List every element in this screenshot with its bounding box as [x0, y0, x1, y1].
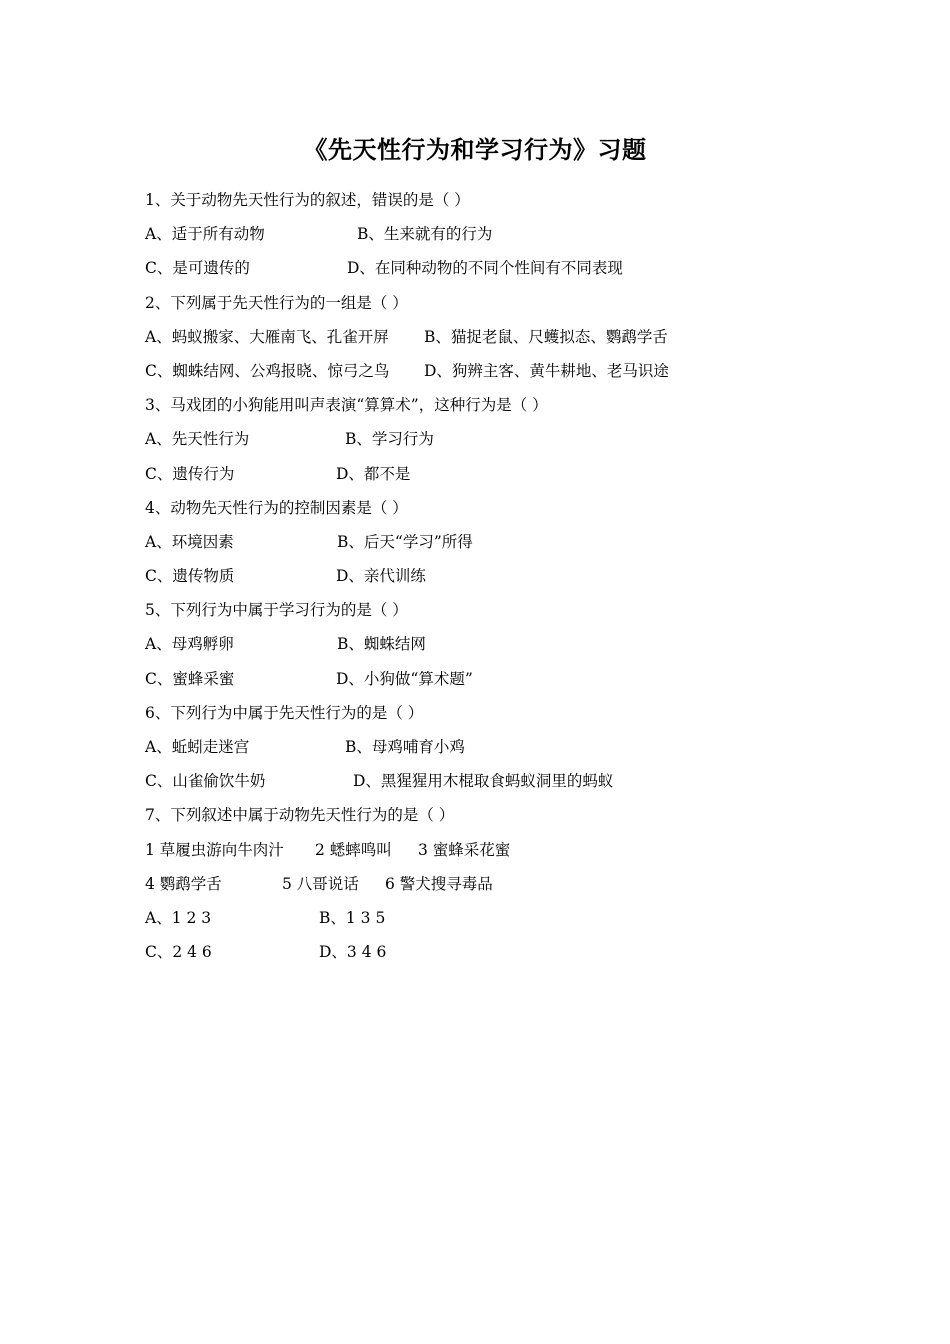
option-a: A、蚂蚁搬家、大雁南飞、孔雀开屏 — [145, 327, 389, 346]
question-6-options-row-2 — [145, 764, 845, 798]
page-title: 《先天性行为和学习行为》习题 — [303, 135, 647, 164]
question-stem: 7、下列叙述中属于动物先天性行为的是（ ） — [145, 806, 455, 825]
question-stem: 1、关于动物先天性行为的叙述，错误的是（ ） — [145, 191, 470, 209]
option-a: A、先天性行为 — [145, 430, 250, 449]
question-7-options-row-2 — [145, 935, 845, 969]
question-stem: 5、下列行为中属于学习行为的是（ ） — [145, 601, 408, 620]
question-1-options-row-1 — [145, 217, 845, 251]
option-a: A、蚯蚓走迷宫 — [145, 738, 250, 756]
question-5-options-row-2 — [145, 662, 845, 696]
option-d: D、小狗做“算术题” — [336, 669, 473, 688]
option-b: B、1 3 5 — [319, 908, 386, 927]
option-d: D、在同种动物的不同个性间有不同表现 — [347, 259, 623, 278]
option-d: D、狗辨主客、黄牛耕地、老马识途 — [424, 361, 669, 380]
question-stem: 2、下列属于先天性行为的一组是（ ） — [145, 293, 408, 312]
question-5-options-row-1 — [145, 627, 845, 661]
question-1-options-row-2 — [145, 251, 845, 285]
option-b: B、学习行为 — [345, 430, 434, 449]
question-7-options-row-1 — [145, 901, 845, 935]
statement-item: 6 警犬搜寻毒品 — [385, 874, 493, 893]
question-3-options-row-1 — [145, 422, 845, 456]
option-a: A、适于所有动物 — [145, 225, 265, 244]
question-list — [145, 183, 845, 969]
option-a: A、环境因素 — [145, 532, 234, 551]
question-3-stem — [145, 388, 845, 422]
question-4-stem — [145, 491, 845, 525]
option-a: A、母鸡孵卵 — [145, 635, 234, 654]
option-c: C、遗传行为 — [145, 464, 235, 483]
question-2-options-row-1 — [145, 320, 845, 354]
question-6-options-row-1 — [145, 730, 845, 764]
question-7-stem — [145, 798, 845, 832]
question-4-options-row-1 — [145, 525, 845, 559]
question-2-stem — [145, 286, 845, 320]
option-d: D、黑猩猩用木棍取食蚂蚁洞里的蚂蚁 — [353, 772, 614, 791]
option-b: B、母鸡哺育小鸡 — [345, 738, 465, 756]
statement-item: 1 草履虫游向牛肉汁 — [145, 840, 284, 859]
option-d: D、亲代训练 — [336, 567, 426, 586]
question-5-stem — [145, 593, 845, 627]
question-6-stem — [145, 696, 845, 730]
question-1-stem — [145, 183, 845, 217]
option-b: B、蜘蛛结网 — [337, 635, 426, 654]
option-c: C、是可遗传的 — [145, 259, 250, 278]
question-4-options-row-2 — [145, 559, 845, 593]
statement-item: 5 八哥说话 — [282, 874, 359, 893]
option-c: C、蜘蛛结网、公鸡报晓、惊弓之鸟 — [145, 361, 390, 380]
question-7-items-row-2 — [145, 867, 845, 901]
statement-item: 4 鹦鹉学舌 — [145, 874, 222, 893]
option-b: B、生来就有的行为 — [357, 225, 493, 244]
question-3-options-row-2 — [145, 457, 845, 491]
option-b: B、猫捉老鼠、尺蠖拟态、鹦鹉学舌 — [424, 327, 668, 346]
option-a: A、1 2 3 — [145, 908, 212, 927]
option-d: D、3 4 6 — [319, 943, 387, 962]
option-c: C、蜜蜂采蜜 — [145, 669, 235, 688]
option-c: C、山雀偷饮牛奶 — [145, 772, 266, 791]
question-stem: 6、下列行为中属于先天性行为的是（ ） — [145, 703, 424, 722]
option-c: C、2 4 6 — [145, 943, 212, 962]
option-b: B、后天“学习”所得 — [337, 532, 473, 551]
question-2-options-row-2 — [145, 354, 845, 388]
statement-item: 2 蟋蟀鸣叫 — [315, 840, 392, 859]
question-stem: 4、动物先天性行为的控制因素是（ ） — [145, 498, 408, 517]
statement-item: 3 蜜蜂采花蜜 — [418, 840, 511, 859]
question-7-items-row-1 — [145, 833, 845, 867]
question-stem: 3、马戏团的小狗能用叫声表演“算算术”，这种行为是（ ） — [145, 396, 548, 415]
option-c: C、遗传物质 — [145, 567, 235, 586]
option-d: D、都不是 — [336, 464, 411, 483]
